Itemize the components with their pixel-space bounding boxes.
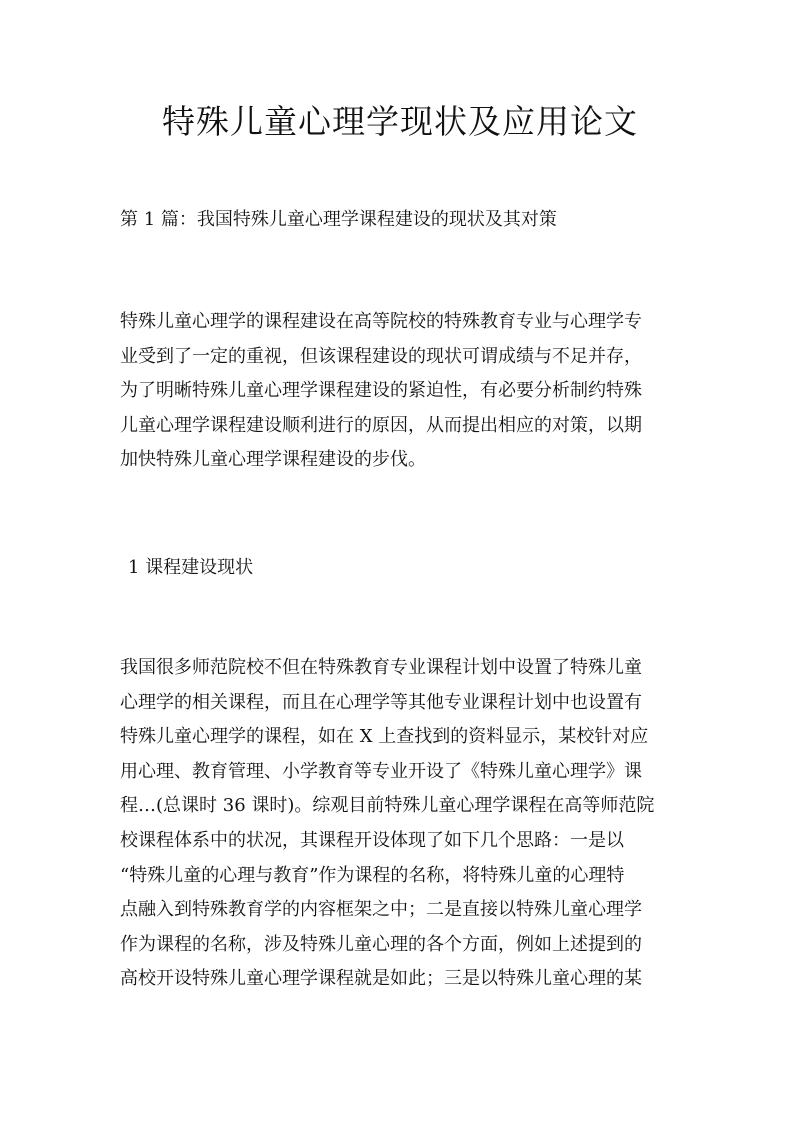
section-paragraph [120, 651, 690, 997]
paragraph-line: 业受到了一定的重视，但该课程建设的现状可谓成绩与不足并存， [120, 345, 642, 367]
paragraph-line: 校课程体系中的状况，其课程开设体现了如下几个思路：一是以 [120, 829, 624, 851]
paragraph-line: 点融入到特殊教育学的内容框架之中；二是直接以特殊儿童心理学 [120, 899, 642, 921]
paragraph-line: 特殊儿童心理学的课程，如在 X 上查找到的资料显示，某校针对应 [120, 726, 649, 748]
paragraph-line: “特殊儿童的心理与教育”作为课程的名称，将特殊儿童的心理特 [120, 864, 625, 886]
paragraph-line: 为了明晰特殊儿童心理学课程建设的紧迫性，有必要分析制约特殊 [120, 380, 642, 402]
paragraph-line: 加快特殊儿童心理学课程建设的步伐。 [120, 449, 426, 471]
paragraph-line: 高校开设特殊儿童心理学课程就是如此；三是以特殊儿童心理的某 [120, 968, 642, 990]
paragraph-line: 我国很多师范院校不但在特殊教育专业课程计划中设置了特殊儿童 [120, 657, 642, 678]
paragraph-line: 作为课程的名称，涉及特殊儿童心理的各个方面，例如上述提到的 [120, 933, 642, 955]
intro-paragraph [120, 305, 690, 478]
chapter-heading: 第 1 篇：我国特殊儿童心理学课程建设的现状及其对策 [120, 209, 557, 230]
paragraph-line: 儿童心理学课程建设顺利进行的原因，从而提出相应的对策，以期 [120, 414, 642, 436]
section-heading: 1 课程建设现状 [128, 557, 254, 578]
paragraph-line: 用心理、教育管理、小学教育等专业开设了《特殊儿童心理学》课 [120, 760, 642, 782]
paragraph-line: 特殊儿童心理学的课程建设在高等院校的特殊教育专业与心理学专 [120, 311, 642, 332]
paragraph-line: 心理学的相关课程，而且在心理学等其他专业课程计划中也设置有 [120, 691, 642, 713]
document-title: 特殊儿童心理学现状及应用论文 [162, 102, 638, 141]
paragraph-line: 程…(总课时 36 课时)。综观目前特殊儿童心理学课程在高等师范院 [120, 795, 655, 817]
